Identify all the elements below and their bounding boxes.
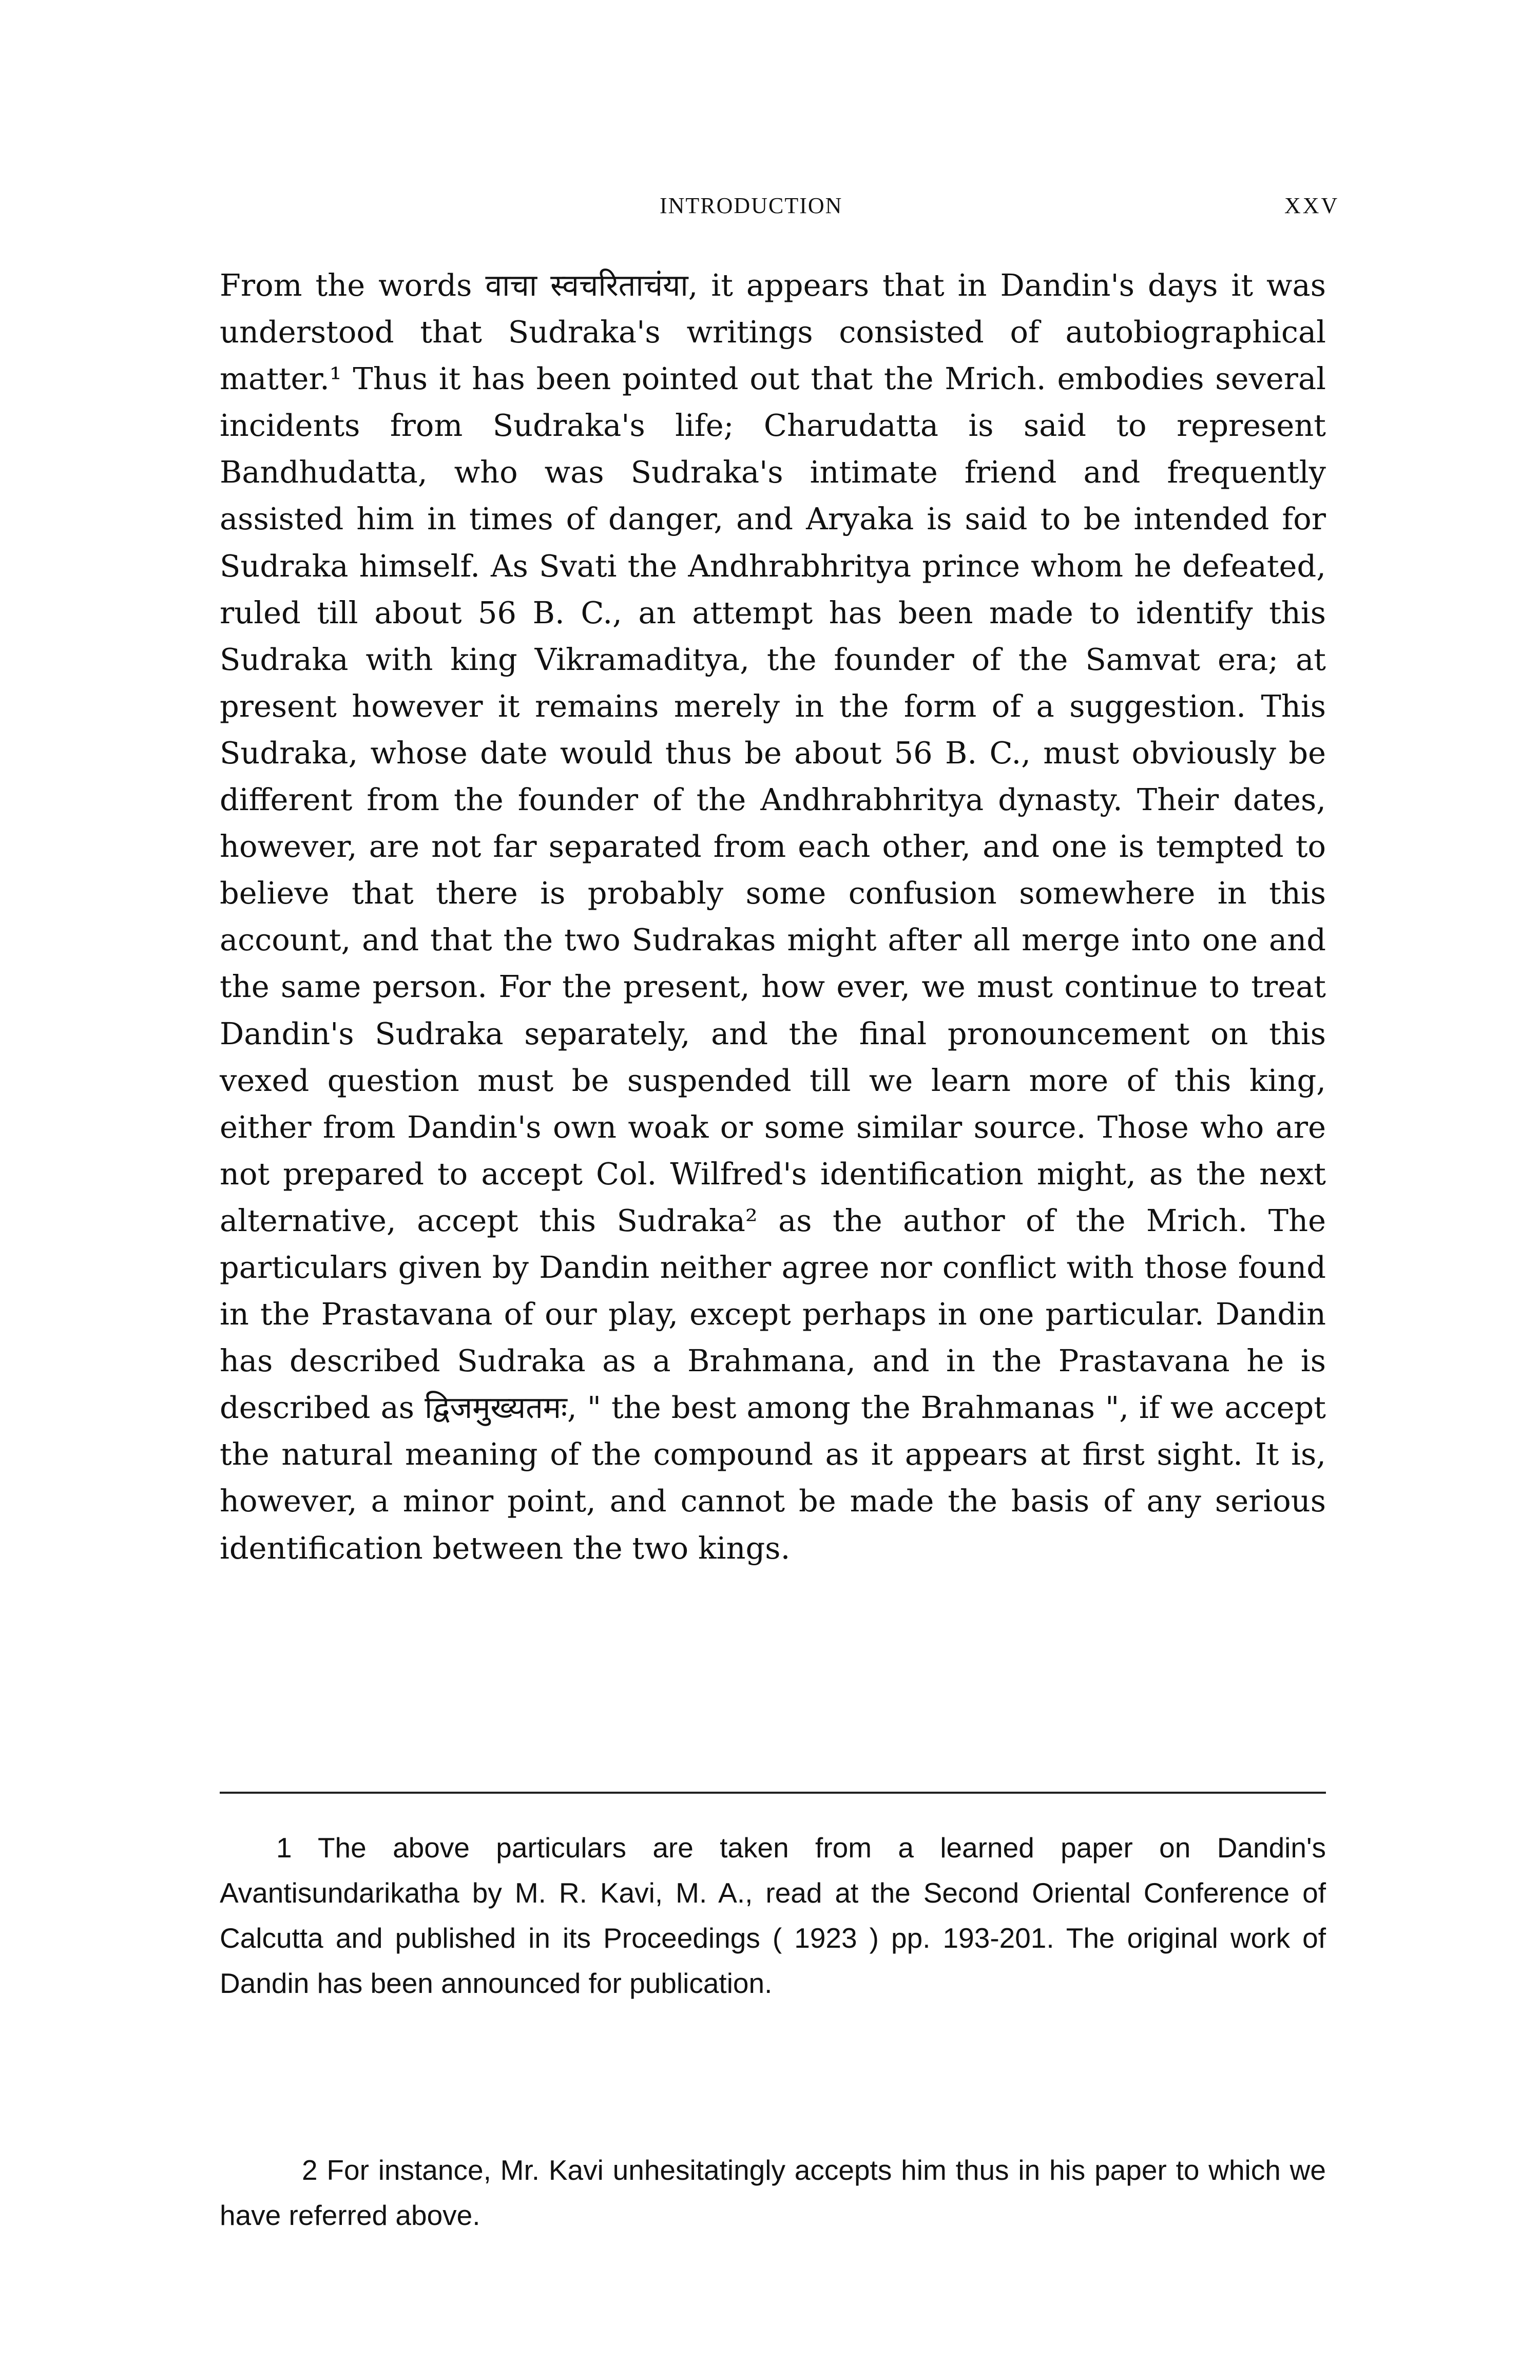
body-paragraph: From the words वाचा स्वचरिताचंया, it appears that in Dandin's days it was understood that Sudraka's writings consisted of autobiographical matter.¹ Thus it has been pointed out that the Mrich. embodies several incidents from Sudraka's life; Charudatta is said to represent Bandhudatta, who was Sudraka's intimate friend and frequently assisted him in times of danger, and Aryaka is said to be intended for Sudraka himself. As Svati the Andhrabhritya prince whom he defeated, ruled till about 56 B. C., an attempt has been made to identify this Sudraka with king Vikramaditya, the founder of the Samvat era; at present however it remains merely in the form of a suggestion. This Sudraka, whose date would thus be about 56 B. C., must obviously be different from the founder of the Andhrabhritya dynasty. Their dates, however, are not far separated from each other, and one is tempted to believe that there is probably some confusion somewhere in this account, and that the two Sudrakas might after all merge into one and the same person. For the present, how ever, we must continue to treat Dandin's Sudraka separately, and the final pronouncement on this vexed question must be suspended till we learn more of this king, either from Dandin's own woak or some similar source. Those who are not prepared to accept Col. Wilfred's identification might, as the next alternative, accept this Sudraka² as the author of the Mrich. The particulars given by Dandin neither agree nor conflict with those found in the Prastavana of our play, except perhaps in one particular. Dandin has described Sudraka as a Brahmana, and in the Prastavana he is described as द्विजमुख्यतमः, " the best among the Brahmanas ", if we accept the natural meaning of the compound as it appears at first sight. It is, however, a minor point, and cannot be made the basis of any serious identification between the two kings. (220, 267, 1326, 1566)
running-head (0, 193, 1540, 228)
page-number: XXV (1284, 193, 1340, 218)
footnote-separator (220, 1792, 1326, 1794)
running-title: INTRODUCTION (660, 193, 843, 218)
footnote-1: 1 The above particulars are taken from a learned paper on Dandin's Avantisundarikatha by M. R. Kavi, M. A., read at the Second Oriental Conference of Calcutta and published in its Proceedings ( 1923 ) pp. 193-201. The original work of Dandin has been announced for publication. (220, 1832, 1326, 1999)
footnote-2: 2 For instance, Mr. Kavi unhesitatingly accepts him thus in his paper to which we have referred above. (220, 2154, 1326, 2231)
